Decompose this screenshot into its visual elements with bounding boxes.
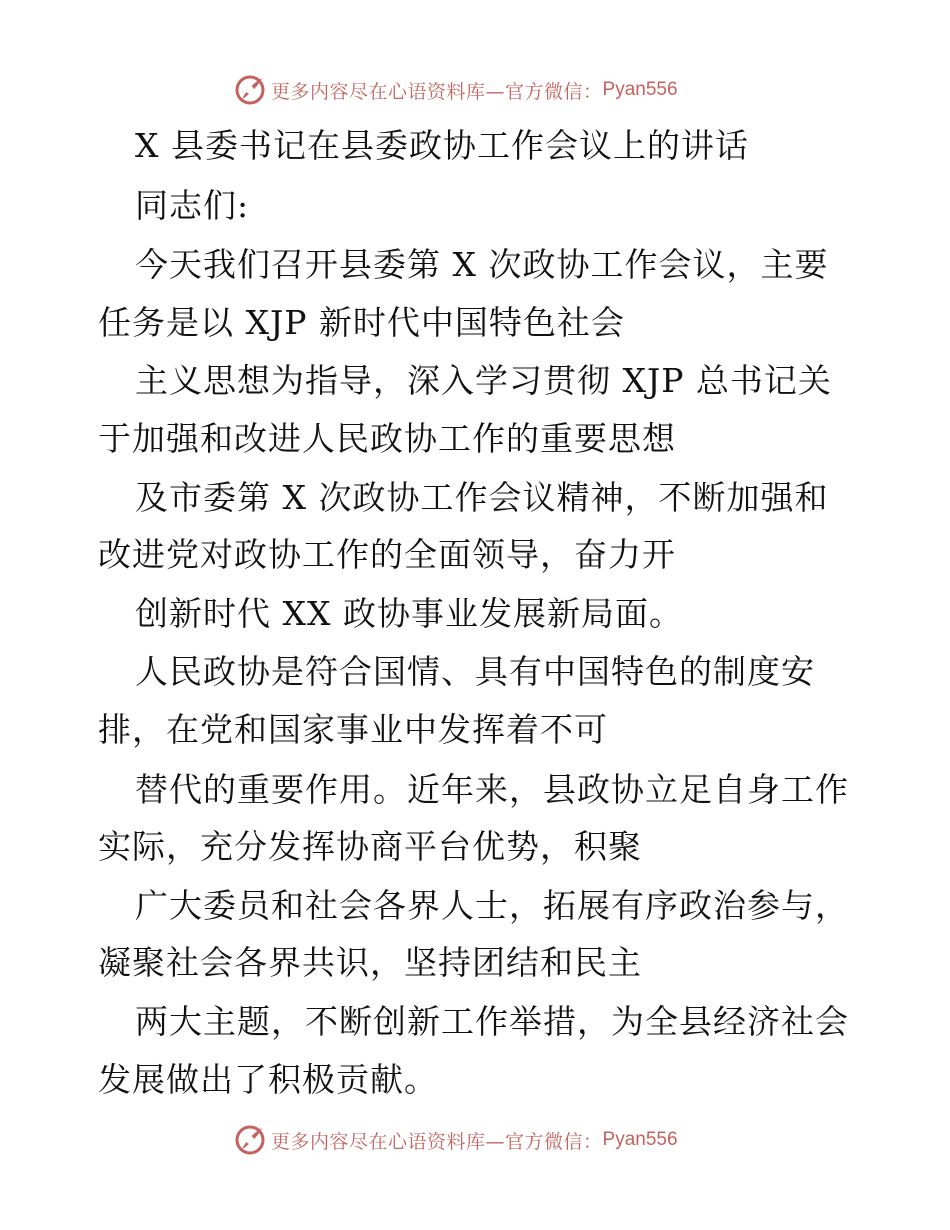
paragraph-line: 人民政协是符合国情、具有中国特色的制度安 [135, 652, 815, 691]
quill-logo-icon [233, 1123, 267, 1157]
watermark-text: 更多内容尽在心语资料库—官方微信： [271, 80, 603, 103]
paragraph-line: 于加强和改进人民政协工作的重要思想 [98, 419, 676, 458]
document-title: X 县委书记在县委政协工作会议上的讲话 [135, 126, 749, 165]
paragraph-line: 改进党对政协工作的全面领导，奋力开 [98, 535, 676, 574]
paragraph-line: 两大主题，不断创新工作举措，为全县经济社会 [135, 1002, 849, 1041]
paragraph-line: 排，在党和国家事业中发挥着不可 [98, 710, 608, 749]
paragraph-line: 广大委员和社会各界人士，拓展有序政治参与， [135, 886, 849, 925]
watermark-wechat-id: Pyan556 [602, 1129, 678, 1150]
paragraph-line: 发展做出了积极贡献。 [98, 1060, 438, 1099]
footer-watermark [233, 1123, 678, 1157]
paragraph-line: 凝聚社会各界共识，坚持团结和民主 [98, 943, 642, 982]
watermark-text: 更多内容尽在心语资料库—官方微信： [271, 1130, 603, 1153]
paragraph-line: 任务是以 XJP 新时代中国特色社会 [98, 303, 625, 342]
paragraph-line: 替代的重要作用。近年来，县政协立足自身工作 [135, 770, 849, 809]
paragraph-line: 及市委第 X 次政协工作会议精神，不断加强和 [135, 478, 829, 517]
watermark-wechat-id: Pyan556 [602, 79, 678, 100]
paragraph-line: 今天我们召开县委第 X 次政协工作会议，主要 [135, 245, 829, 284]
paragraph-line: 实际，充分发挥协商平台优势，积聚 [98, 827, 642, 866]
salutation: 同志们: [135, 186, 250, 225]
paragraph-line: 主义思想为指导，深入学习贯彻 XJP 总书记关 [135, 361, 832, 400]
paragraph-line: 创新时代 XX 政协事业发展新局面。 [135, 594, 683, 633]
